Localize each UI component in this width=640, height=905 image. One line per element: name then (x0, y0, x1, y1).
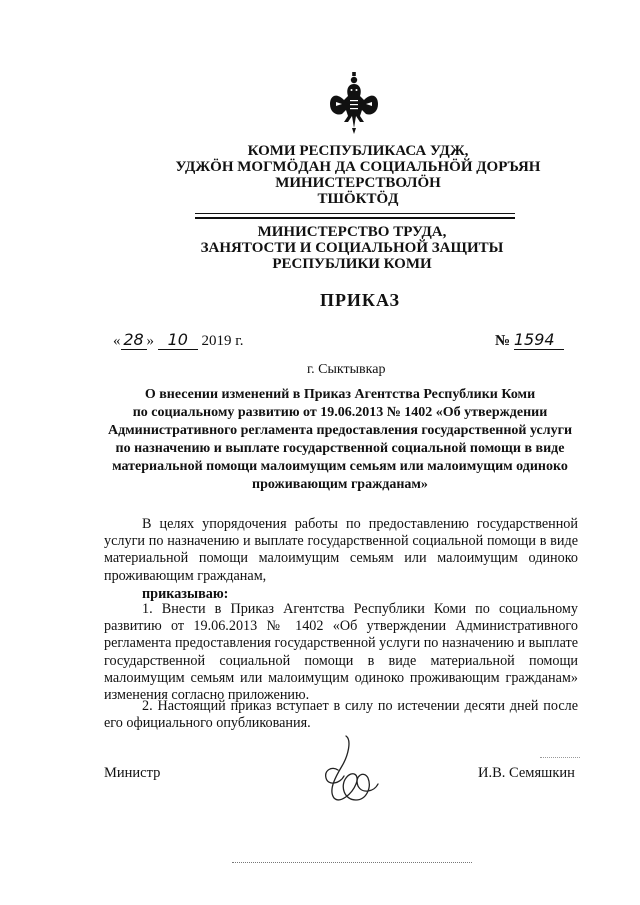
header-divider-thin (195, 213, 515, 214)
subject-line: по социальному развитию от 19.06.2013 № 1402 «Об утверждении (132, 405, 548, 420)
item-1-text: 1. Внести в Приказ Агентства Республики Коми по социальному развитию от 19.06.2013 № 1402 «Об утверждении Административного регламента предоставления государственной услуги по назначению и выплате государственной социальной помощи в виде материальной помощи малоимущим семьям или малоимущим одиноко проживающим гражданам» изменения согласно приложению. (104, 601, 578, 704)
prikazyvayu-text: приказываю: (142, 586, 229, 602)
header-komi-line4: ТШÖКТÖД (317, 191, 399, 207)
header-russian (32, 224, 640, 272)
header-komi-line2: УДЖÖН МОГМÖДАН ДА СОЦИАЛЬНÖЙ ДОРЪЯН (175, 159, 541, 175)
order-date (113, 330, 243, 350)
subject-line: по назначению и выплате государственной социальной помощи в виде (115, 441, 565, 456)
coat-of-arms-emblem (326, 70, 382, 140)
number-label: № (495, 333, 511, 349)
header-ru-line3: РЕСПУБЛИКИ КОМИ (272, 256, 432, 272)
item-2-text: 2. Настоящий приказ вступает в силу по истечении десяти дней после его официального опубликования. (104, 698, 578, 732)
subject-line: О внесении изменений в Приказ Агентства Республики Коми (144, 387, 536, 402)
header-komi-line1: КОМИ РЕСПУБЛИКАСА УДЖ, (247, 143, 469, 159)
subject-line: материальной помощи малоимущим семьям или малоимущим одиноко (112, 459, 568, 474)
signatory-position: Министр (104, 765, 161, 781)
scan-artifact (540, 757, 580, 758)
body-intro-text: В целях упорядочения работы по предоставлению государственной услуги по назначению и выплате государственной социальной помощи в виде материальной помощи малоимущим семьям или малоимущим одиноко проживающим гражданам, (104, 516, 578, 584)
city: г. Сыктывкар (307, 362, 386, 377)
date-close-quote: » (146, 333, 154, 349)
header-ru-line1: МИНИСТЕРСТВО ТРУДА, (257, 224, 447, 240)
header-divider-thick (195, 217, 515, 219)
scan-artifact (232, 862, 472, 863)
date-day: 28 (121, 330, 147, 350)
date-open-quote: « (113, 333, 121, 349)
date-year: 2019 г. (201, 333, 244, 349)
body-item-2 (104, 698, 578, 732)
handwritten-signature (308, 730, 388, 810)
signatory-name: И.В. Семяшкин (478, 765, 575, 781)
body-item-1 (104, 601, 578, 704)
date-month: 10 (158, 330, 198, 350)
number-value: 1594 (514, 330, 564, 350)
order-subject (90, 386, 590, 494)
body-intro (104, 516, 578, 585)
subject-line: проживающим гражданам» (252, 477, 428, 492)
header-komi-line3: МИНИСТЕРСТВОЛÖН (275, 175, 441, 191)
header-ru-line2: ЗАНЯТОСТИ И СОЦИАЛЬНОЙ ЗАЩИТЫ (200, 240, 504, 256)
header-komi (38, 143, 640, 207)
order-number (495, 330, 564, 350)
subject-line: Административного регламента предоставления государственной услуги (107, 423, 573, 438)
order-title: ПРИКАЗ (319, 290, 401, 310)
